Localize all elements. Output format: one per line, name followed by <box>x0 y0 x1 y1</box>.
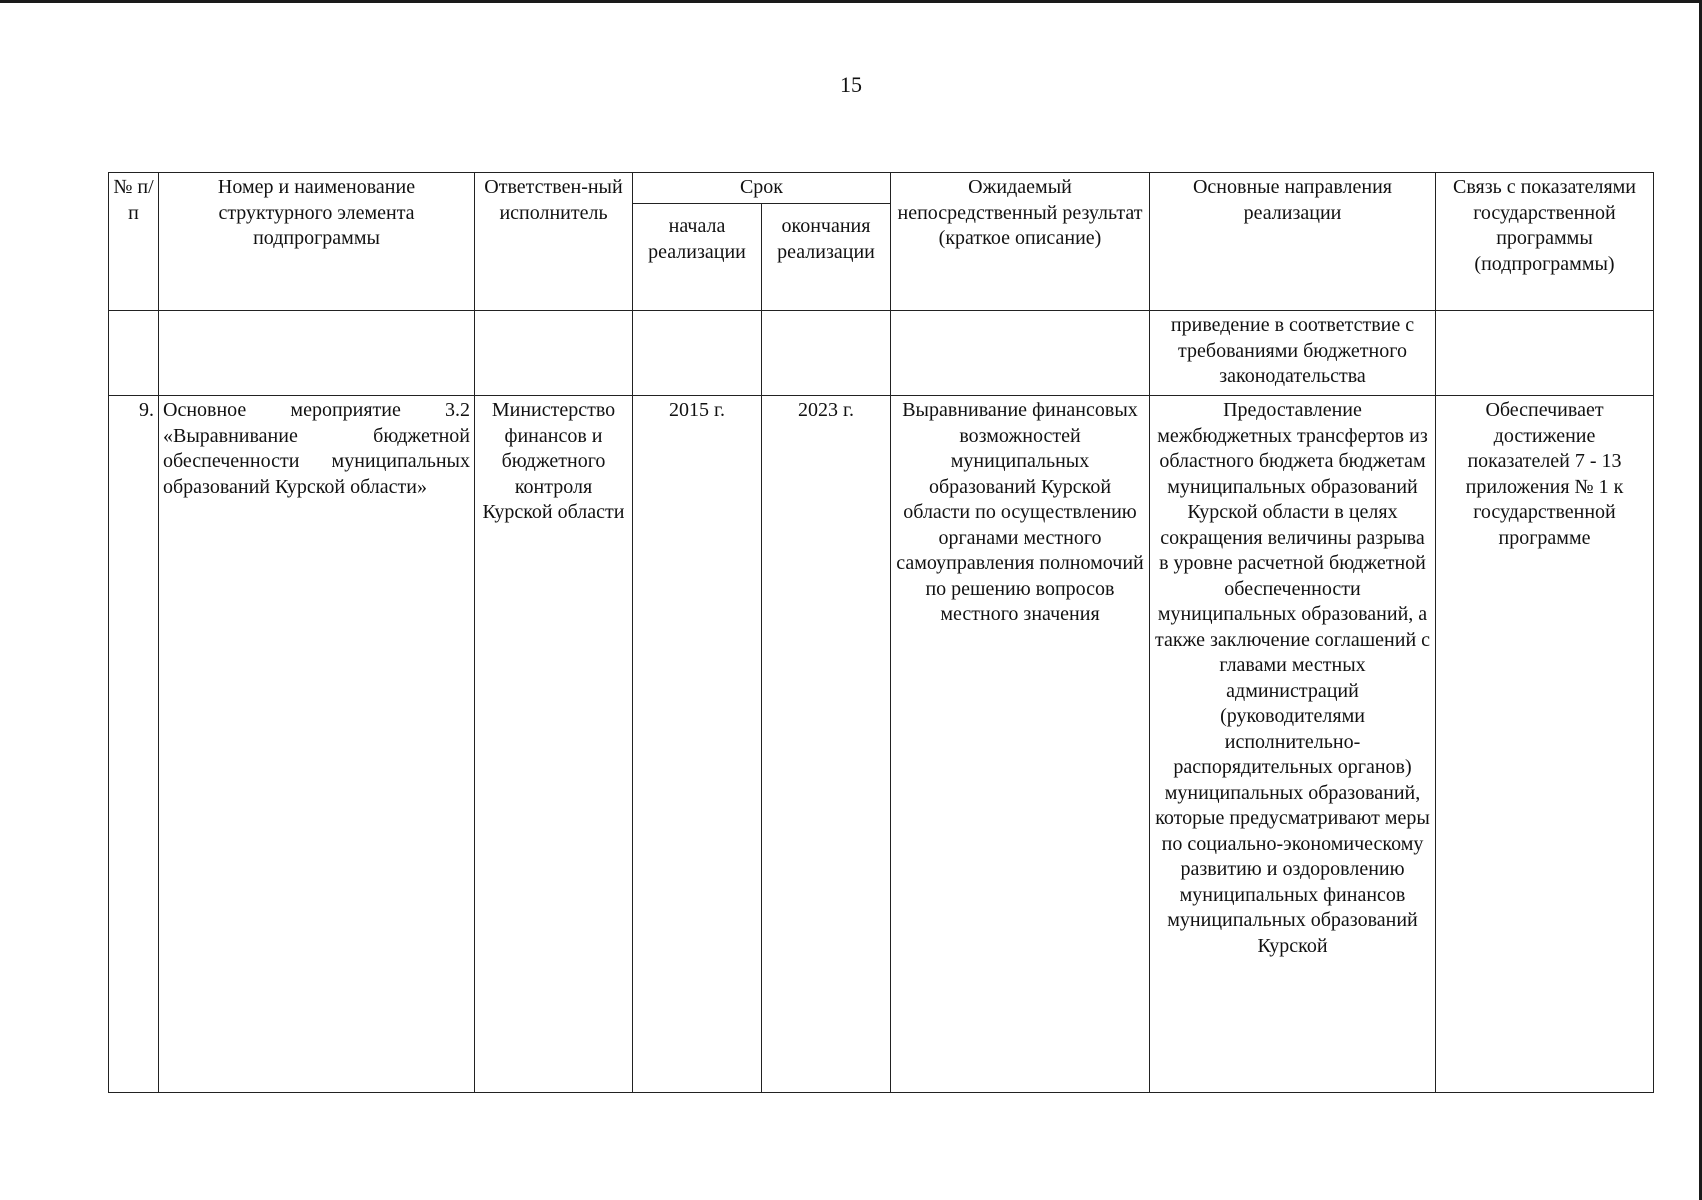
header-link: Связь с показателями государственной программы (подпрограммы) <box>1436 173 1654 311</box>
header-term-end: окончания реализации <box>762 204 891 311</box>
scan-border-top <box>0 0 1702 3</box>
row-directions: Предоставление межбюджетных трансфертов из областного бюджета бюджетам муниципальных образований Курской области в целях сокращения величины разрыва в уровне расчетной бюджетной обеспеченности муниципальных образований, а также заключение соглашений с главами местных администраций (руководителями исполнительно-распорядительных органов) муниципальных образований, которые предусматривают меры по социально-экономическому развитию и оздоровлению муниципальных финансов муниципальных образований Курской <box>1150 396 1436 1093</box>
header-row-1 <box>109 173 1654 204</box>
row-result: Выравнивание финансовых возможностей муниципальных образований Курской области по осуществлению органами местного самоуправления полномочий по решению вопросов местного значения <box>891 396 1150 1093</box>
header-executor: Ответствен-ный исполнитель <box>475 173 633 311</box>
table-row <box>109 396 1654 1093</box>
row-end <box>762 311 891 396</box>
row-end: 2023 г. <box>762 396 891 1093</box>
row-element: Основное мероприятие 3.2 «Выравнивание бюджетной обеспеченности муниципальных образований Курской области» <box>159 396 475 1093</box>
header-term-start: начала реализации <box>633 204 762 311</box>
row-executor: Министерство финансов и бюджетного контроля Курской области <box>475 396 633 1093</box>
row-result <box>891 311 1150 396</box>
header-num: № п/п <box>109 173 159 311</box>
row-num <box>109 311 159 396</box>
row-executor <box>475 311 633 396</box>
header-term: Срок <box>633 173 891 204</box>
header-directions: Основные направления реализации <box>1150 173 1436 311</box>
row-start <box>633 311 762 396</box>
table-row <box>109 311 1654 396</box>
row-element <box>159 311 475 396</box>
row-link: Обеспечивает достижение показателей 7 - 13 приложения № 1 к государственной программе <box>1436 396 1654 1093</box>
row-link <box>1436 311 1654 396</box>
row-directions: приведение в соответствие с требованиями бюджетного законодательства <box>1150 311 1436 396</box>
page-number: 15 <box>840 72 862 97</box>
row-num: 9. <box>109 396 159 1093</box>
row-start: 2015 г. <box>633 396 762 1093</box>
header-element: Номер и наименование структурного элемента подпрограммы <box>159 173 475 311</box>
program-table <box>108 172 1654 1093</box>
header-result: Ожидаемый непосредственный результат (краткое описание) <box>891 173 1150 311</box>
